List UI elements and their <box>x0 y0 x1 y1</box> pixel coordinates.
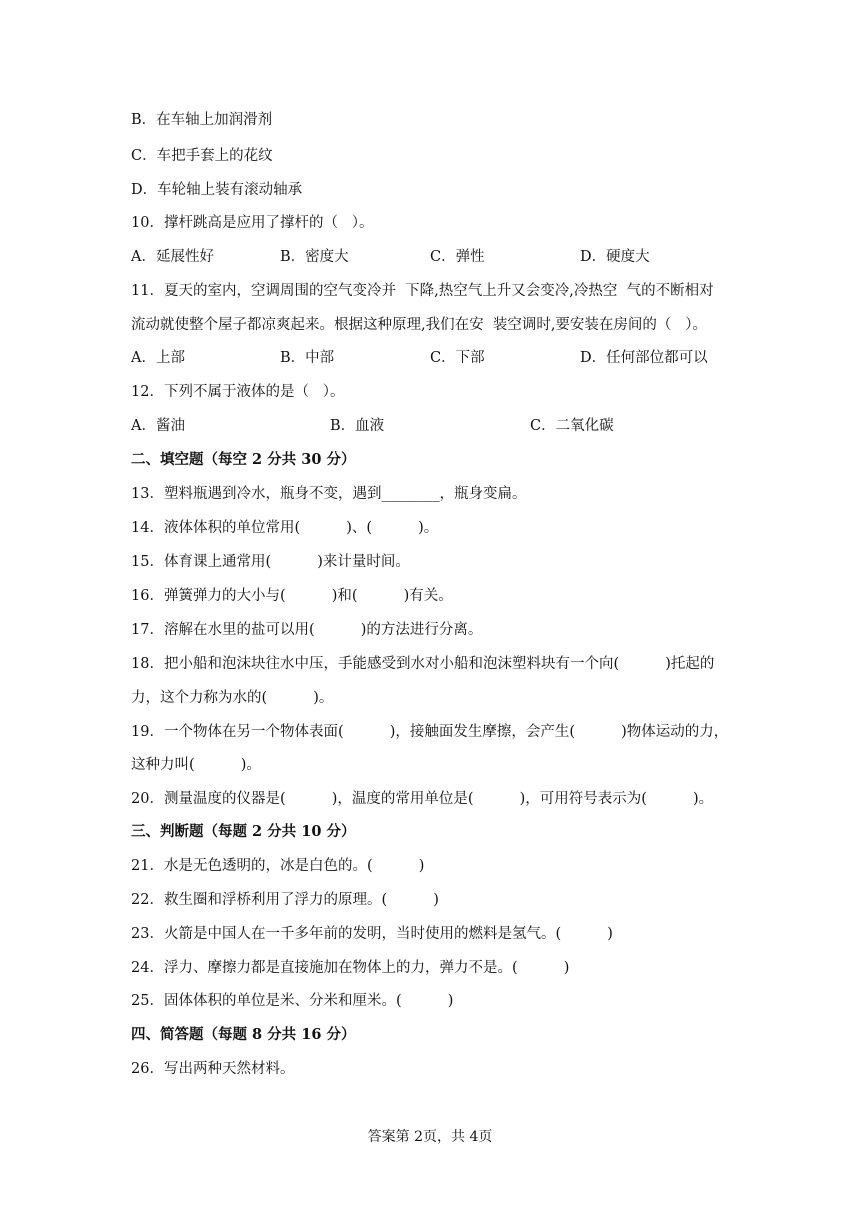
q10-option-c: C．弹性 <box>430 249 485 265</box>
section-heading-short: 四、简答题（每题 8 分共 16 分） <box>131 1026 356 1043</box>
q9-option-c: C．车把手套上的花纹 <box>131 148 273 164</box>
q11-stem-line1: 11．夏天的室内，空调周围的空气变冷并 下降,热空气上升又会变冷,冷热空 气的不断相对 <box>131 283 714 299</box>
page-footer: 答案第 2页，共 4页 <box>367 1129 493 1145</box>
q12-option-b: B．血液 <box>330 418 385 434</box>
q26: 26．写出两种天然材料。 <box>131 1061 295 1077</box>
q10-option-d: D．硬度大 <box>580 249 650 265</box>
q11-option-c: C．下部 <box>430 350 485 366</box>
q17: 17．溶解在水里的盐可以用( )的方法进行分离。 <box>131 622 483 638</box>
q12-option-a: A．酱油 <box>131 418 185 434</box>
q21: 21．水是无色透明的，冰是白色的。( ) <box>131 858 425 874</box>
q25: 25．固体体积的单位是米、分米和厘米。( ) <box>131 993 454 1009</box>
q9-option-d: D．车轮轴上装有滚动轴承 <box>131 182 303 198</box>
q10-option-a: A．延展性好 <box>131 249 214 265</box>
q20: 20．测量温度的仪器是( )，温度的常用单位是( )，可用符号表示为( )。 <box>131 791 714 807</box>
q12-option-c: C．二氧化碳 <box>530 418 614 434</box>
q13: 13．塑料瓶遇到冷水，瓶身不变，遇到________，瓶身变扁。 <box>131 486 527 502</box>
q11-option-b: B．中部 <box>280 350 335 366</box>
q14: 14．液体体积的单位常用( )、( )。 <box>131 520 439 536</box>
q16: 16．弹簧弹力的大小与( )和( )有关。 <box>131 588 453 604</box>
q10-stem: 10．撑杆跳高是应用了撑杆的（ ）。 <box>131 215 374 231</box>
q19-line1: 19．一个物体在另一个物体表面( )，接触面发生摩擦，会产生( )物体运动的力， <box>131 724 729 740</box>
q18-line2: 力，这个力称为水的( )。 <box>131 690 334 706</box>
section-heading-fill: 二、填空题（每空 2 分共 30 分） <box>131 451 356 468</box>
q12-stem: 12．下列不属于液体的是（ ）。 <box>131 384 345 400</box>
q11-option-d: D．任何部位都可以 <box>580 350 708 366</box>
q24: 24．浮力、摩擦力都是直接施加在物体上的力，弹力不是。( ) <box>131 960 570 976</box>
q11-option-a: A．上部 <box>131 350 185 366</box>
q23: 23．火箭是中国人在一千多年前的发明，当时使用的燃料是氢气。( ) <box>131 926 613 942</box>
q10-option-b: B．密度大 <box>280 249 349 265</box>
q19-line2: 这种力叫( )。 <box>131 757 261 773</box>
q11-stem-line2: 流动就使整个屋子都凉爽起来。根据这种原理,我们在安 装空调时,要安装在房间的（ ）。 <box>131 317 708 333</box>
section-heading-judge: 三、判断题（每题 2 分共 10 分） <box>131 823 356 840</box>
q22: 22．救生圈和浮桥利用了浮力的原理。( ) <box>131 892 439 908</box>
q15: 15．体育课上通常用( )来计量时间。 <box>131 554 410 570</box>
q9-option-b: B．在车轴上加润滑剂 <box>131 112 273 128</box>
q18-line1: 18．把小船和泡沫块往水中压，手能感受到水对小船和泡沫塑料块有一个向( )托起的 <box>131 656 715 672</box>
